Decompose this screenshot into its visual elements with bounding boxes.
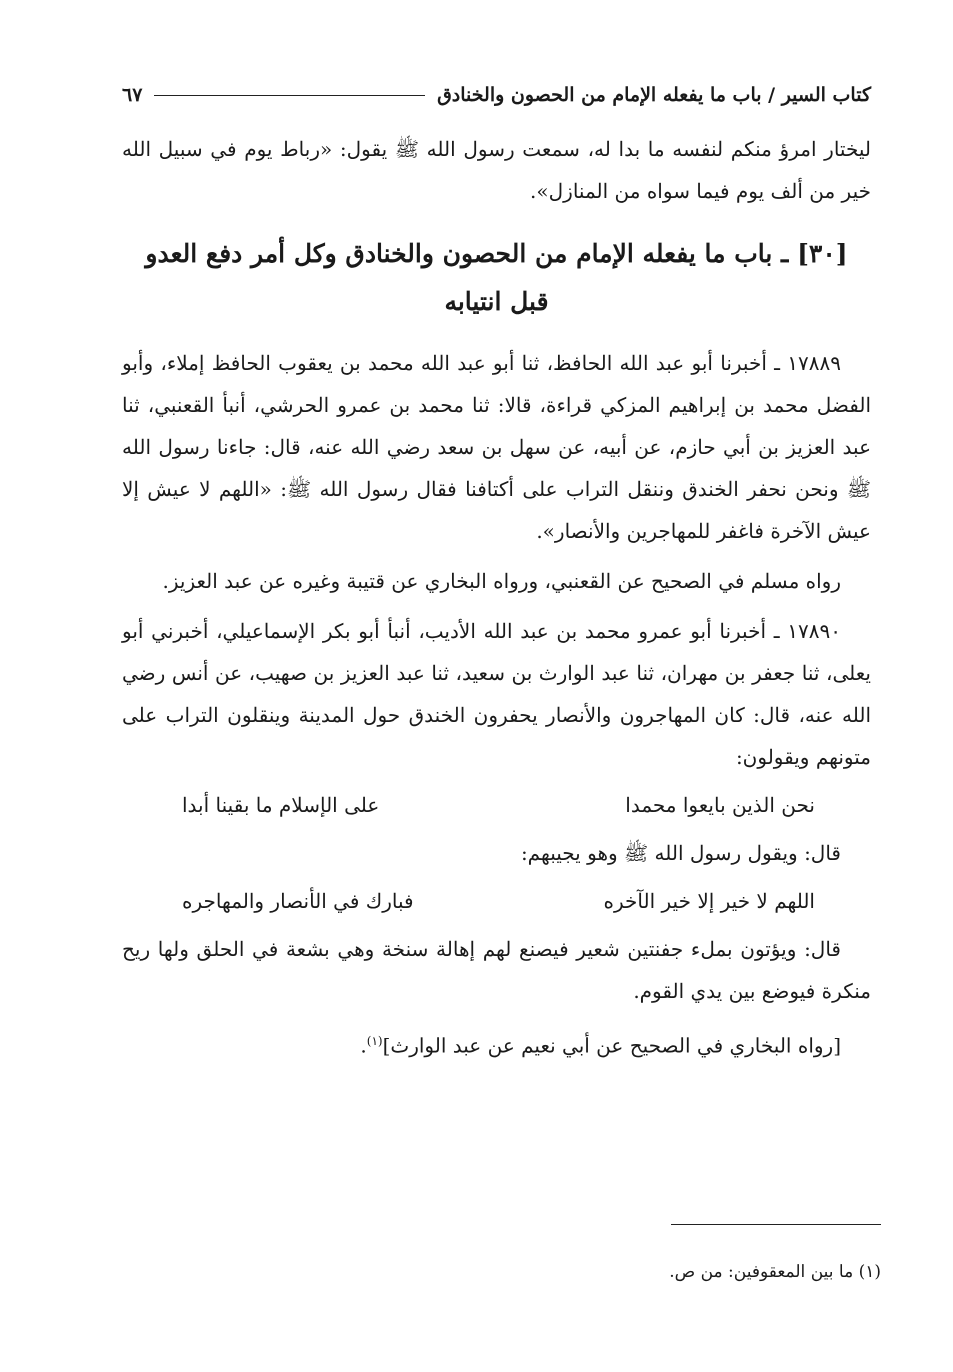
header-title: كتاب السير / باب ما يفعله الإمام من الحصون والخنادق bbox=[437, 84, 871, 106]
header-rule bbox=[154, 95, 425, 96]
footnote-reference: (١) bbox=[366, 1034, 383, 1048]
narration-paragraph: قال: ويؤتون بملء جفنتين شعير فيصنع لهم إهالة سنخة وهي بشعة في الحلق ولها ريح منكرة فيوضع بين يدي القوم. bbox=[122, 937, 871, 1003]
section-heading: [٣٠] ـ باب ما يفعله الإمام من الحصون والخنادق وكل أمر دفع العدو قبل انتيابه bbox=[145, 239, 848, 316]
page-body bbox=[122, 128, 871, 1067]
source-end-mark: . bbox=[360, 1033, 367, 1058]
narration-line: قال: ويقول رسول الله ﷺ وهو يجيبهم: bbox=[520, 841, 841, 865]
verse-1-first-hemistich: نحن الذين بايعوا محمدا bbox=[625, 793, 815, 817]
verse-1-second-hemistich: على الإسلام ما بقينا أبدا bbox=[182, 793, 380, 817]
verse-2-first-hemistich: اللهم لا خير إلا خير الآخره bbox=[603, 889, 815, 913]
verse-line-1 bbox=[122, 784, 871, 826]
page-number: ٦٧ bbox=[122, 84, 143, 106]
running-header bbox=[122, 78, 871, 112]
paragraph-continuation: ليختار امرؤ منكم لنفسه ما بدا له، سمعت رسول الله ﷺ يقول: «رباط يوم في سبيل الله خير من ألف يوم فيما سواه من المنازل». bbox=[122, 137, 871, 203]
hadith-17890: ١٧٨٩٠ ـ أخبرنا أبو عمرو محمد بن عبد الله الأديب، أنبأ أبو بكر الإسماعيلي، أخبرني أبو يعلى، ثنا جعفر بن مهران، ثنا عبد الوارث بن سعيد، ثنا عبد العزيز بن صهيب، عن أنس رضي الله عنه، قال: كان المهاجرون والأنصار يحفرون الخندق حول المدينة وينقلون التراب على متونهم ويقولون: bbox=[122, 619, 871, 769]
hadith-17889: ١٧٨٨٩ ـ أخبرنا أبو عبد الله الحافظ، ثنا أبو عبد الله محمد بن يعقوب الحافظ إملاء، وأبو الفضل محمد بن إبراهيم المزكي قراءة، قالا: ثنا محمد بن عمرو الحرشي، أنبأ القعنبي، ثنا عبد العزيز بن أبي حازم، عن أبيه، عن سهل بن سعد رضي الله عنه، قال: جاءنا رسول الله ﷺ ونحن نحفر الخندق وننقل التراب على أكتافنا فقال رسول الله ﷺ: «اللهم لا عيش إلا عيش الآخرة فاغفر للمهاجرين والأنصار». bbox=[122, 351, 872, 543]
footnote-divider bbox=[671, 1224, 881, 1225]
verse-line-2 bbox=[122, 880, 871, 922]
hadith-17889-source: رواه مسلم في الصحيح عن القعنبي، ورواه البخاري عن قتيبة وغيره عن عبد العزيز. bbox=[162, 569, 841, 593]
footnote: (١) ما بين المعقوفين: من ص. bbox=[669, 1262, 881, 1282]
verse-2-second-hemistich: فبارك في الأنصار والمهاجره bbox=[182, 889, 414, 913]
source-text: [رواه البخاري في الصحيح عن أبي نعيم عن عبد الوارث] bbox=[382, 1033, 841, 1058]
hadith-17890-source bbox=[122, 1020, 871, 1067]
